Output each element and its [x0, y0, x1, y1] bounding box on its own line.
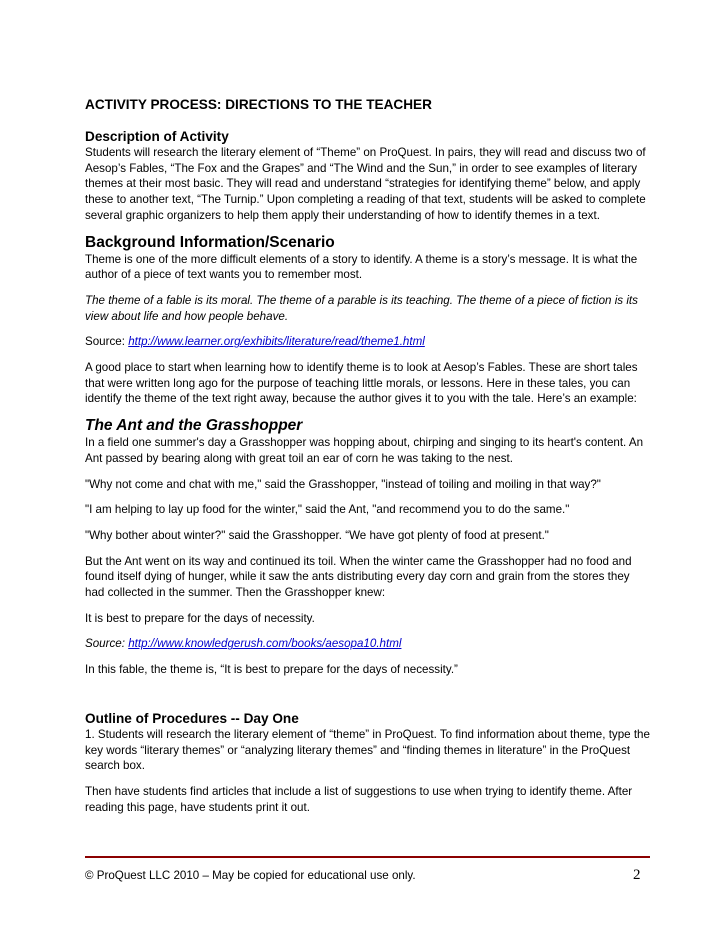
fable-source — [85, 636, 650, 652]
outline-heading: Outline of Procedures -- Day One — [85, 710, 299, 726]
background-italic-text: The theme of a fable is its moral. The theme of a parable is its teaching. The theme of a piece of fiction is its view about life and how people behave. — [85, 293, 638, 323]
footer-divider — [85, 856, 650, 858]
fable-paragraph: "Why bother about winter?" said the Grasshopper. “We have got plenty of food at present." — [85, 528, 549, 542]
outline-step-1: 1. Students will research the literary element of “theme” in ProQuest. To find information about theme, type the key words “literary themes” or “analyzing literary themes” and “finding themes in literature” in the ProQuest search box. — [85, 727, 650, 773]
source-label: Source: — [85, 335, 125, 349]
source-link[interactable]: http://www.knowledgerush.com/books/aesopa10.html — [128, 637, 402, 651]
source-label: Source: — [85, 637, 125, 651]
fable-paragraph: "Why not come and chat with me," said the Grasshopper, "instead of toiling and moiling in that way?" — [85, 477, 601, 491]
background-text-2: A good place to start when learning how to identify theme is to look at Aesop’s Fables. These are short tales that were written long ago for the purpose of teaching little morals, or lessons. Here in these tales, you can identify the theme of the text right away, because the author gives it to you with the tale. Here’s an example: — [85, 361, 638, 406]
source-link[interactable]: http://www.learner.org/exhibits/literature/read/theme1.html — [128, 335, 425, 349]
fable-paragraph: It is best to prepare for the days of necessity. — [85, 611, 315, 625]
page-content — [85, 97, 650, 825]
fable-heading: The Ant and the Grasshopper — [85, 417, 303, 435]
description-heading: Description of Activity — [85, 129, 229, 144]
fable-paragraph: "I am helping to lay up food for the winter," said the Ant, "and recommend you to do the same." — [85, 503, 570, 517]
background-heading: Background Information/Scenario — [85, 233, 335, 251]
fable-paragraph: But the Ant went on its way and continued its toil. When the winter came the Grasshopper had no food and found itself dying of hunger, while it saw the ants distributing every day corn and grain from the stores they had collected in the summer. Then the Grasshopper knew: — [85, 554, 632, 600]
background-text: Theme is one of the more difficult elements of a story to identify. A theme is a story’s message. It is what the author of a piece of text wants you to remember most. — [85, 252, 638, 282]
fable-conclusion: In this fable, the theme is, “It is best to prepare for the days of necessity.” — [85, 663, 458, 677]
outline-step-2: Then have students find articles that include a list of suggestions to use when trying to identify theme. After reading this page, have students print it out. — [85, 784, 633, 814]
page-number: 2 — [633, 867, 641, 883]
page-title: ACTIVITY PROCESS: DIRECTIONS TO THE TEACHER — [85, 97, 432, 112]
footer-copyright: © ProQuest LLC 2010 – May be copied for educational use only. — [85, 869, 416, 882]
fable-paragraph: In a field one summer's day a Grasshopper was hopping about, chirping and singing to its heart's content. An Ant passed by bearing along with great toil an ear of corn he was taking to the nest. — [85, 436, 644, 465]
description-text: Students will research the literary element of “Theme” on ProQuest. In pairs, they will read and discuss two of Aesop’s Fables, “The Fox and the Grapes” and “The Wind and the Sun,” in order to see examples of literary themes at their most basic. They will read and understand “strategies for identifying theme” below, and apply these to another text, “The Turnip.” Upon completing a reading of that text, students will be asked to complete several graphic organizers to help them apply their understanding of how to identify themes in a text. — [85, 146, 646, 222]
background-source — [85, 334, 650, 350]
